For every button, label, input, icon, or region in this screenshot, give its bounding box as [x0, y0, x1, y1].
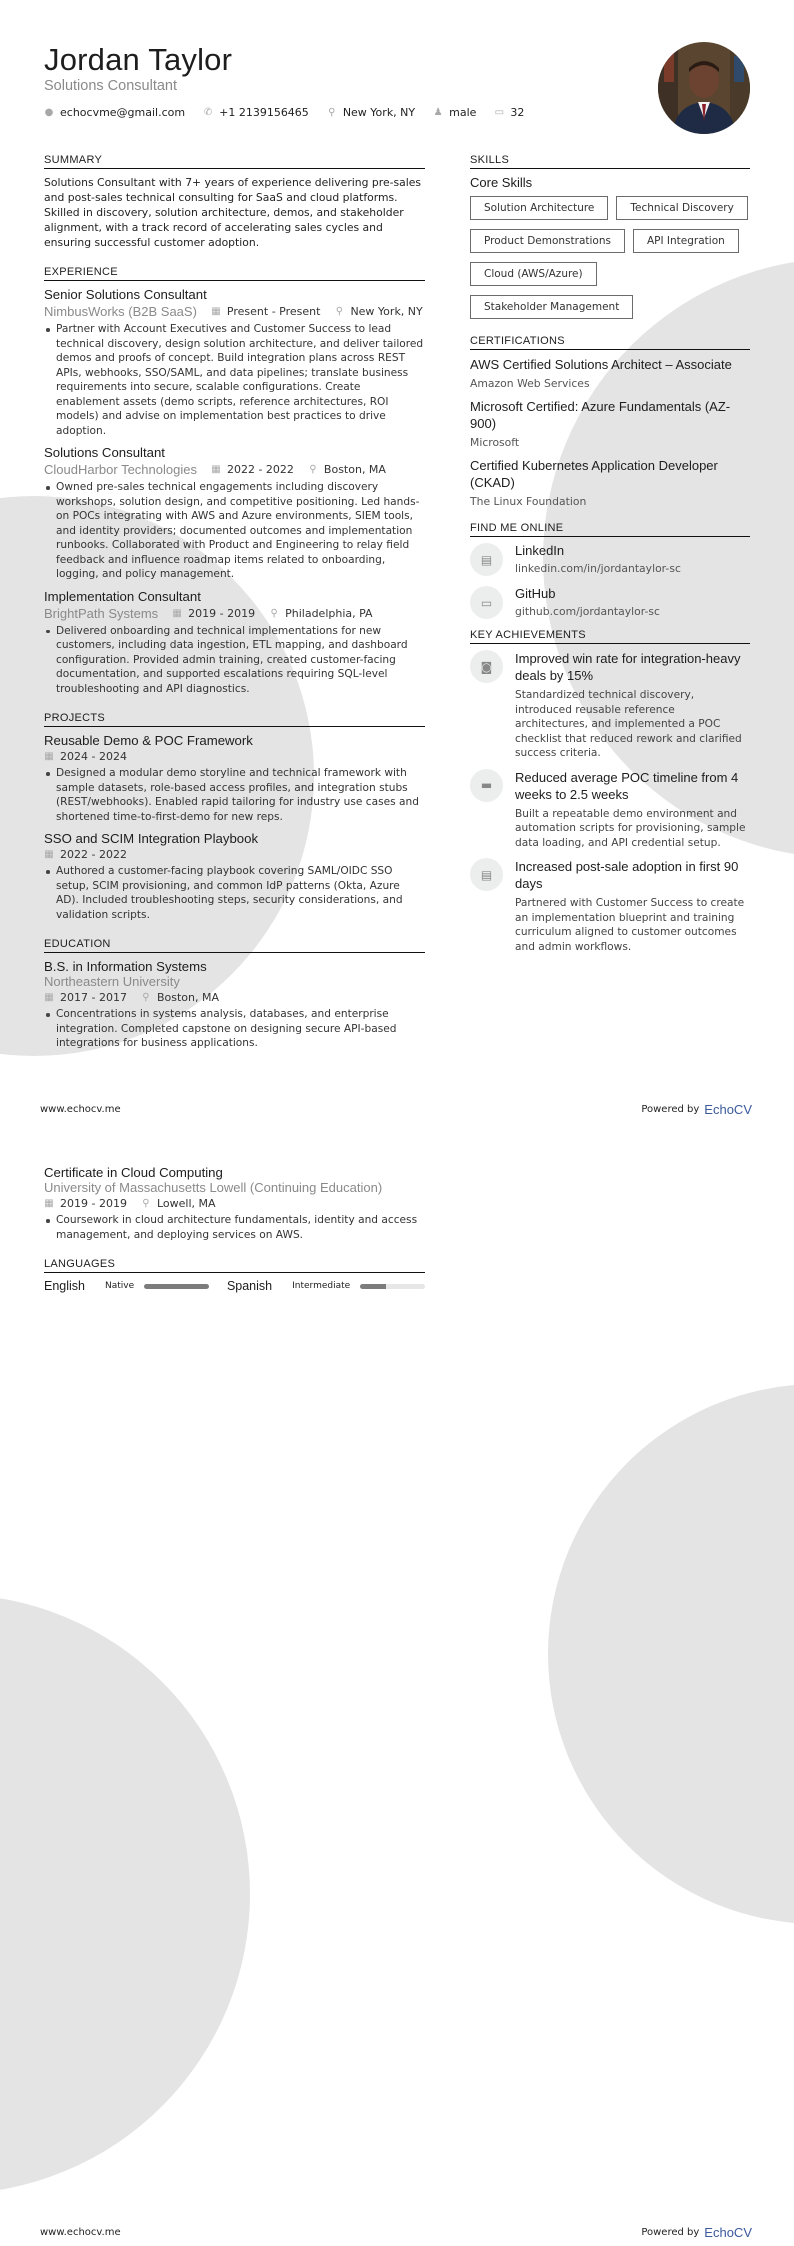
education-location: Boston, MA	[156, 991, 219, 1004]
certification-name: Certified Kubernetes Application Developer (CKAD)	[470, 458, 718, 490]
skill-tag: Solution Architecture	[470, 196, 608, 220]
project-entry	[44, 733, 425, 824]
language-proficiency-bar	[360, 1284, 425, 1289]
online-label: LinkedIn	[515, 543, 565, 558]
job-location: Philadelphia, PA	[285, 606, 373, 620]
job-title: Implementation Consultant	[44, 588, 201, 604]
job-location: New York, NY	[350, 305, 423, 318]
language-name: English	[44, 1279, 85, 1293]
certifications-heading: CERTIFICATIONS	[470, 335, 750, 350]
location-contact: ⚲ New York, NY	[328, 106, 416, 119]
skill-tag: Cloud (AWS/Azure)	[470, 262, 597, 286]
skill-tag: Stakeholder Management	[470, 295, 633, 319]
online-link[interactable]: linkedin.com/in/jordantaylor-sc	[515, 562, 681, 575]
certification-name: AWS Certified Solutions Architect – Associate	[470, 357, 732, 372]
skills-group-title: Core Skills	[470, 175, 533, 190]
project-title: Reusable Demo & POC Framework	[44, 733, 253, 748]
experience-entry	[44, 445, 425, 582]
avatar	[658, 42, 750, 134]
camera-icon: ◙	[470, 650, 503, 683]
experience-entry	[44, 287, 425, 438]
powered-by: Powered by EchoCV	[641, 1102, 752, 1117]
phone-contact[interactable]: ✆ +1 2139156465	[203, 106, 309, 119]
left-column-page-2	[44, 1165, 425, 1293]
location-pin-icon: ⚲	[335, 306, 344, 317]
certification-issuer: The Linux Foundation	[470, 495, 587, 508]
brand-logo[interactable]: EchoCV	[704, 2225, 752, 2240]
experience-heading: EXPERIENCE	[44, 266, 425, 281]
languages-heading: LANGUAGES	[44, 1258, 425, 1273]
job-title: Senior Solutions Consultant	[44, 287, 207, 302]
education-heading: EDUCATION	[44, 938, 425, 953]
education-description: Coursework in cloud architecture fundamentals, identity and access management, and deploying services on AWS.	[44, 1213, 425, 1242]
calendar-icon: ▭	[494, 107, 505, 118]
online-label: GitHub	[515, 586, 556, 601]
language-level: Native	[105, 1281, 135, 1291]
projects-heading: PROJECTS	[44, 712, 425, 727]
job-dates: 2019 - 2019	[188, 606, 256, 620]
education-entry	[44, 1165, 425, 1242]
person-icon: ♟	[433, 107, 443, 118]
achievement-text: Standardized technical discovery, introduced reusable reference architectures, and implemented a POC checklist that reduced rework and clarified success criteria.	[515, 689, 742, 759]
job-meta-row	[44, 304, 425, 319]
location-pin-icon: ⚲	[309, 464, 317, 475]
skill-tags	[470, 196, 750, 319]
email-icon: ●	[44, 107, 54, 118]
degree-title: B.S. in Information Systems	[44, 959, 207, 974]
calendar-icon: ▦	[172, 607, 182, 619]
resume-header	[44, 42, 750, 142]
candidate-title: Solutions Consultant	[44, 78, 177, 94]
job-meta-row	[44, 462, 425, 477]
skills-heading: SKILLS	[470, 154, 750, 169]
achievement-title: Increased post-sale adoption in first 90 days	[515, 859, 739, 891]
location-pin-icon: ⚲	[328, 107, 336, 118]
job-location: Boston, MA	[323, 463, 386, 476]
footer-website[interactable]: www.echocv.me	[40, 2227, 121, 2238]
language-proficiency-bar	[144, 1284, 209, 1289]
document-icon: ▤	[470, 858, 503, 891]
calendar-icon: ▦	[44, 1198, 54, 1209]
gender-contact: ♟ male	[433, 106, 477, 119]
contact-row	[44, 106, 750, 119]
right-column	[470, 154, 750, 962]
project-description: Designed a modular demo storyline and technical framework with sample datasets, role-based access profiles, and integration stubs (REST/webhooks). Enabled rapid tailoring for industry use cases and shortened time-to-first-demo for new reps.	[44, 766, 425, 824]
achievement-text: Partnered with Customer Success to create an implementation blueprint and training curriculum aligned to customer outcomes and admin workflows.	[515, 897, 745, 953]
online-heading: FIND ME ONLINE	[470, 522, 750, 537]
calendar-icon: ▦	[44, 849, 54, 860]
project-dates: 2024 - 2024	[60, 750, 127, 763]
achievement-item	[470, 858, 750, 954]
left-column	[44, 154, 425, 1058]
online-link[interactable]: github.com/jordantaylor-sc	[515, 605, 660, 618]
page-footer	[40, 1102, 752, 1117]
skill-tag: API Integration	[633, 229, 739, 253]
online-profile-linkedin[interactable]	[470, 543, 750, 576]
candidate-name: Jordan Taylor	[44, 42, 233, 77]
calendar-icon: ▦	[211, 306, 221, 317]
project-entry	[44, 831, 425, 922]
education-dates: 2017 - 2017	[60, 991, 127, 1004]
language-name: Spanish	[226, 1279, 273, 1293]
certification-issuer: Microsoft	[470, 436, 520, 449]
achievement-title: Improved win rate for integration-heavy deals by 15%	[515, 651, 741, 683]
phone-icon: ✆	[203, 107, 213, 118]
monitor-icon: ▭	[470, 586, 503, 619]
powered-by: Powered by EchoCV	[641, 2225, 752, 2240]
location-pin-icon: ⚲	[142, 1198, 150, 1209]
education-entry	[44, 959, 425, 1051]
project-dates: 2022 - 2022	[60, 848, 127, 861]
location-pin-icon: ⚲	[142, 992, 150, 1003]
job-title: Solutions Consultant	[44, 445, 165, 460]
job-dates: 2022 - 2022	[226, 463, 294, 476]
email-contact[interactable]: ● echocvme@gmail.com	[44, 106, 186, 119]
achievement-text: Built a repeatable demo environment and automation scripts for provisioning, sample data loading, and API credential setup.	[515, 807, 746, 849]
calendar-icon: ▦	[44, 751, 54, 762]
job-description: Delivered onboarding and technical implementations for new customers, including data ingestion, ETL mapping, and dashboard configuration. Provided admin training, created customer-facing documentation, and supported escalations requiring SQL-level troubleshooting and API diagnostics.	[44, 624, 425, 697]
summary-heading: SUMMARY	[44, 154, 425, 169]
language-list	[44, 1279, 425, 1293]
location-pin-icon: ⚲	[270, 607, 278, 619]
chat-icon: ▬	[470, 769, 503, 802]
experience-entry	[44, 589, 425, 697]
achievement-title: Reduced average POC timeline from 4 weeks to 2.5 weeks	[515, 769, 739, 802]
company-name: NimbusWorks (B2B SaaS)	[44, 304, 197, 319]
school-name: University of Massachusetts Lowell (Continuing Education)	[44, 1180, 383, 1195]
skill-tag: Product Demonstrations	[470, 229, 625, 253]
job-dates: Present - Present	[226, 305, 321, 318]
achievements-heading: KEY ACHIEVEMENTS	[470, 629, 750, 644]
company-name: CloudHarbor Technologies	[44, 462, 197, 477]
language-level: Intermediate	[292, 1281, 351, 1291]
skill-tag: Technical Discovery	[616, 196, 747, 220]
project-description: Authored a customer-facing playbook covering SAML/OIDC SSO setup, SCIM provisioning, and common IdP patterns (Okta, Azure AD). Included troubleshooting steps, security considerations, and validation scripts.	[44, 864, 425, 922]
calendar-icon: ▦	[44, 992, 54, 1003]
summary-text: Solutions Consultant with 7+ years of experience delivering pre-sales and post-sales technical consulting for SaaS and cloud platforms. Skilled in discovery, solution architecture, demos, and stakeholder alignment, with a track record of accelerating sales cycles and ensuring successful customer adoption.	[44, 176, 421, 249]
job-description: Owned pre-sales technical engagements including discovery workshops, solution design, and competitive positioning. Led hands-on POCs integrating with AWS and Azure environments, SIEM tools, and identity providers; documented outcomes and implementation runbooks. Collaborated with Product and Engineering to relay field feedback and influence roadmap items related to onboarding, logging, and policy management.	[44, 480, 425, 582]
education-description: Concentrations in systems analysis, databases, and enterprise integration. Completed capstone on designing secure API-based integrations for business applications.	[44, 1007, 425, 1051]
resume-page-2	[0, 1123, 794, 2246]
brand-logo[interactable]: EchoCV	[704, 1102, 752, 1117]
company-name: BrightPath Systems	[44, 605, 159, 621]
project-title: SSO and SCIM Integration Playbook	[44, 831, 259, 846]
job-description: Partner with Account Executives and Customer Success to lead technical discovery, design solution architecture, and deliver tailored demos and proofs of concept. Build integration plans across REST APIs, webhooks, SSO/SAML, and data pipelines; translate business requirements into secure, scalable configurations. Create enablement assets (demo scripts, reference architectures, ROI models) and advise on implementation best practices to drive adoption.	[44, 322, 425, 438]
certification-issuer: Amazon Web Services	[470, 377, 590, 390]
online-profile-github[interactable]	[470, 586, 750, 619]
job-meta-row	[44, 606, 425, 621]
school-name: Northeastern University	[44, 974, 180, 989]
document-icon: ▤	[470, 543, 503, 576]
footer-website[interactable]: www.echocv.me	[40, 1104, 121, 1115]
calendar-icon: ▦	[211, 464, 221, 475]
certification-name: Microsoft Certified: Azure Fundamentals (AZ-900)	[470, 399, 731, 431]
achievement-item	[470, 769, 750, 851]
education-location: Lowell, MA	[156, 1197, 216, 1210]
page-footer	[40, 2225, 752, 2240]
achievement-item	[470, 650, 750, 761]
age-contact: ▭ 32	[494, 106, 525, 119]
education-dates: 2019 - 2019	[60, 1197, 127, 1210]
degree-title: Certificate in Cloud Computing	[44, 1165, 223, 1180]
